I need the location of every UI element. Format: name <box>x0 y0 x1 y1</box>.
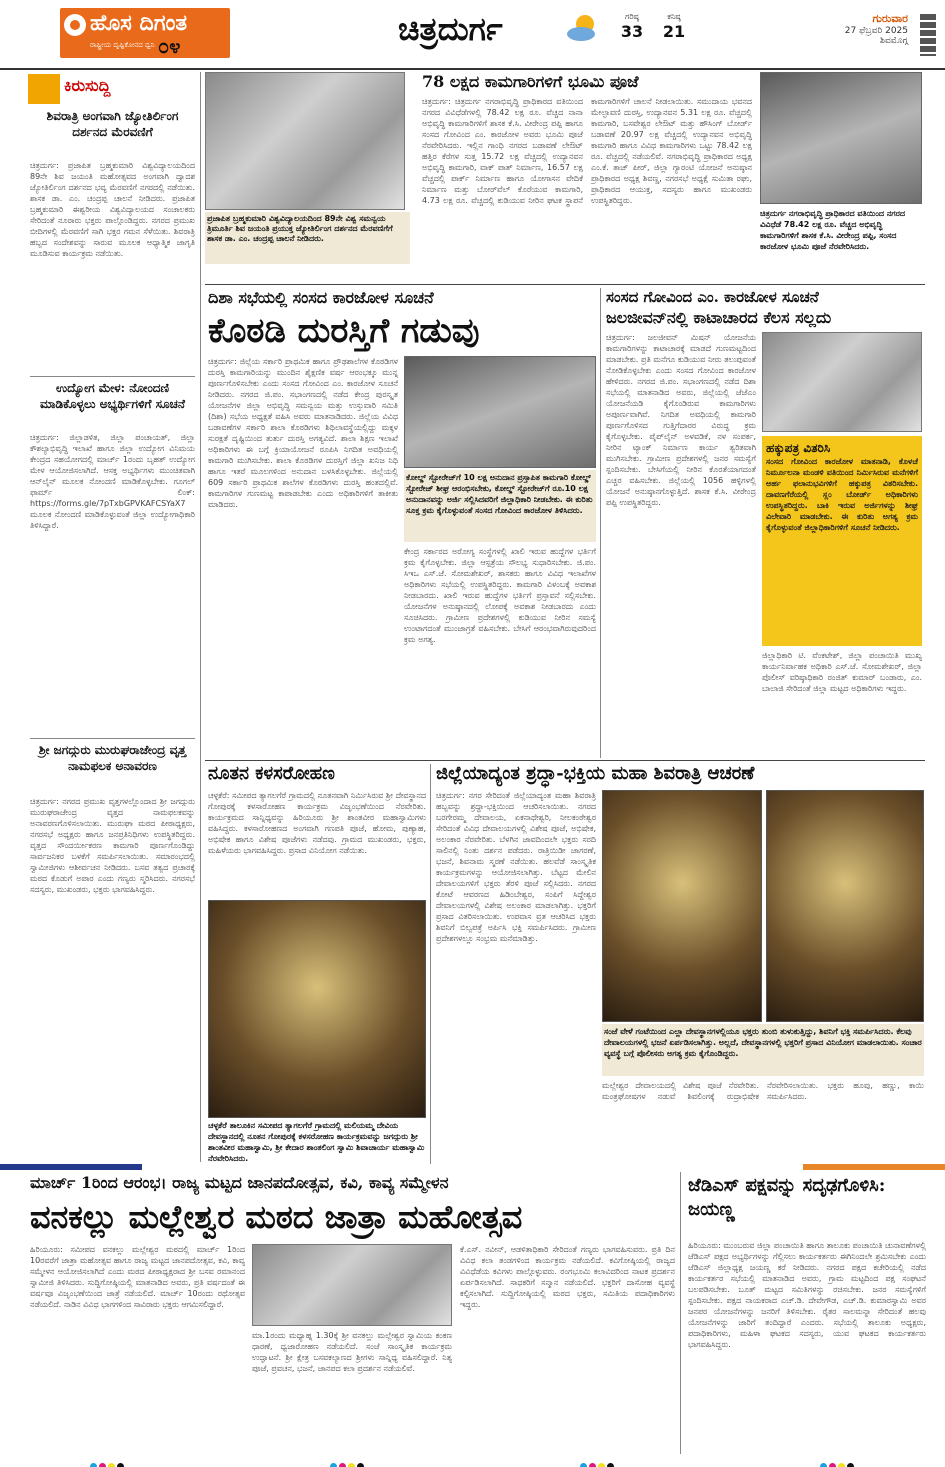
disha-photo-caption: ಕೋಲ್ಡ್ ಸ್ಟೋರೇಜ್‌ಗೆ 10 ಲಕ್ಷ ಅನುದಾನ ಪ್ರಸ್ತಾಪಿತ ಕಾಮಗಾರಿ ಕೋಲ್ಡ್ ಸ್ಟೋರೇಜ್ ಶೀಘ್ರ ಆರಂಭಿಸಬೇಕು, ಕೋಲ್ಡ್ ಸ್ಟೋರೇಜ್‌ಗೆ ರೂ.10 ಲಕ್ಷ ಅನುದಾನವನ್ನು ಅರ್ಜಿ ಸಲ್ಲಿಸಿದವರಿಗೆ ಜಿಲ್ಲಾಧಿಕಾರಿ ನೀಡಬೇಕು. ಈ ಕುರಿತು ಸೂಕ್ತ ಕ್ರಮ ಕೈಗೊಳ್ಳುವಂತೆ ಸಂಸದ ಗೋವಿಂದ ಕಾರಜೋಳ ತಿಳಿಸಿದರು. <box>404 470 596 542</box>
brief-2-body: ಚಿತ್ರದುರ್ಗ: ಜಿಲ್ಲಾಡಳಿತ, ಜಿಲ್ಲಾ ಪಂಚಾಯತ್, ಜಿಲ್ಲಾ ಕೌಶಲ್ಯಾಭಿವೃದ್ಧಿ ಇಲಾಖೆ ಹಾಗೂ ಜಿಲ್ಲಾ ಉದ್ಯೋಗ ವಿನಿಮಯ ಕೇಂದ್ರದ ಸಹಯೋಗದಲ್ಲಿ ಮಾರ್ಚ್ 1ರಂದು ಬೃಹತ್ ಉದ್ಯೋಗ ಮೇಳ ಆಯೋಜಿಸಲಾಗಿದೆ. ಆಸಕ್ತ ಅಭ್ಯರ್ಥಿಗಳು ಮುಂಚಿತವಾಗಿ ಆನ್‌ಲೈನ್ ಮೂಲಕ ನೋಂದಣಿ ಮಾಡಿಕೊಳ್ಳಬೇಕು. ಗೂಗಲ್ ಫಾರ್ಮ್ ಲಿಂಕ್: https://forms.gle/7pTxbGPVKAFCSYaX7 ಮೂಲಕ ನೋಂದಣಿ ಮಾಡಿಕೊಳ್ಳುವಂತೆ ಜಿಲ್ಲಾ ಉದ್ಯೋಗಾಧಿಕಾರಿ ತಿಳಿಸಿದ್ದಾರೆ. <box>30 433 195 530</box>
disha-kicker: ದಿಶಾ ಸಭೆಯಲ್ಲಿ ಸಂಸದ ಕಾರಜೋಳ ಸೂಚನೆ <box>208 288 434 307</box>
mahotsava-body-mid: ಮಾ.1ರಂದು ಮಧ್ಯಾಹ್ನ 1.30ಕ್ಕೆ ಶ್ರೀ ವನಕಲ್ಲು ಮಲ್ಲೇಶ್ವರ ಸ್ವಾಮಿಯ ಕಂಕಣ ಧಾರಣೆ, ಧ್ವಜಾರೋಹಣ ನಡೆಯಲಿದೆ. ಸಂಜೆ ಸಾಂಸ್ಕೃತಿಕ ಕಾರ್ಯಕ್ರಮ ಉದ್ಘಾಟನೆ. ಶ್ರೀ ಕ್ಷೇತ್ರ ಬಸವಕಲ್ಯಾಣದ ಶ್ರೀಗಳು ಸಾನ್ನಿಧ್ಯ ವಹಿಸಲಿದ್ದಾರೆ. ನಿತ್ಯ ಪೂಜೆ, ಪ್ರವಚನ, ಭಜನೆ, ಜಾನಪದ ಕಲಾ ಪ್ರದರ್ಶನ ನಡೆಯಲಿವೆ. <box>252 1331 452 1373</box>
brief-2-title: ಉದ್ಯೋಗ ಮೇಳ: ನೋಂದಣಿ ಮಾಡಿಕೊಳ್ಳಲು ಅಭ್ಯರ್ಥಿಗಳಿಗೆ ಸೂಚನೆ <box>39 381 186 411</box>
procession-photo <box>205 72 405 210</box>
disha-headline: ಕೊಠಡಿ ದುರಸ್ತಿಗೆ ಗಡುವು <box>208 311 480 351</box>
temp-min-label: ಕನಿಷ್ಠ <box>667 12 681 21</box>
kirusuddi-label: ಕಿರುಸುದ್ದಿ <box>64 76 111 95</box>
column-rule <box>200 72 201 1162</box>
brief-3-title: ಶ್ರೀ ಜಗದ್ಗುರು ಮುರುಘರಾಜೇಂದ್ರ ವೃತ್ತ ನಾಮಫಲಕ ಅನಾವರಣ <box>38 743 187 773</box>
kalasha-caption: ಚಳ್ಳಕೆರೆ ತಾಲೂಕಿನ ಸಮೀಪದ ತ್ಯಾಗಲಗೆರೆ ಗ್ರಾಮದಲ್ಲಿ ಮಲಿಯಮ್ಮ ದೇವಿಯ ದೇವಸ್ಥಾನದಲ್ಲಿ ನೂತನ ಗೋಪುರಕ್ಕೆ ಕಳಸರೋಹಣ ಕಾರ್ಯಕ್ರಮವನ್ನು ಜಗದ್ಗುರು ಶ್ರೀ ಶಾಂತವೀರ ಮಹಾಸ್ವಾಮಿ, ಶ್ರೀ ಕೇದಾರ ಶಾಂತಲಿಂಗ ಸ್ವಾಮಿ ಶಿವಾಚಾರ್ಯ ಮಹಾಸ್ವಾಮಿ ನೆರವೇರಿಸಿದರು. <box>208 1121 425 1163</box>
section-rule <box>205 760 925 761</box>
jjm-kicker: ಸಂಸದ ಗೋವಿಂದ ಎಂ. ಕಾರಜೋಳ ಸೂಚನೆ <box>606 288 819 306</box>
newspaper-logo <box>60 8 230 58</box>
disha-meeting-photo <box>404 356 596 468</box>
city-title: ಚಿತ್ರದುರ್ಗ <box>398 10 503 48</box>
mahotsava-kicker: ಮಾರ್ಚ್ 1ರಿಂದ ಆರಂಭ। ರಾಜ್ಯ ಮಟ್ಟದ ಜಾನಪದೋತ್ಸವ, ಕವಿ, ಕಾವ್ಯ ಸಮ್ಮೇಳನ <box>30 1173 449 1192</box>
edition: ಶಿವಮೊಗ್ಗ <box>880 36 908 46</box>
bhoomi-pooje-headline: 78 ಲಕ್ಷದ ಕಾಮಗಾರಿಗಳಿಗೆ ಭೂಮಿ ಪೂಜೆ <box>422 72 639 91</box>
mahotsava-photo <box>252 1244 452 1326</box>
brief-1-title: ಶಿವರಾತ್ರಿ ಅಂಗವಾಗಿ ಜ್ಯೋತಿರ್ಲಿಂಗ ದರ್ಶನದ ಮೆರವಣಿಗೆ <box>46 109 179 139</box>
disha-body-left: ಚಿತ್ರದುರ್ಗ: ಜಿಲ್ಲೆಯ ಸರ್ಕಾರಿ ಪ್ರಾಥಮಿಕ ಹಾಗೂ ಪ್ರೌಢಶಾಲೆಗಳ ಕೊಠಡಿಗಳ ದುರಸ್ತಿ ಕಾಮಗಾರಿಯನ್ನು ಮುಂದಿನ ಶೈಕ್ಷಣಿಕ ವರ್ಷ ಆರಂಭಕ್ಕೂ ಮುನ್ನ ಪೂರ್ಣಗೊಳಿಸಬೇಕು ಎಂದು ಸಂಸದ ಗೋವಿಂದ ಎಂ. ಕಾರಜೋಳ ಸೂಚನೆ ನೀಡಿದರು. ನಗರದ ಜಿ.ಪಂ. ಸಭಾಂಗಣದಲ್ಲಿ ನಡೆದ ಕೇಂದ್ರ ಪುರಸ್ಕೃತ ಯೋಜನೆಗಳ ಜಿಲ್ಲಾ ಅಭಿವೃದ್ಧಿ ಸಮನ್ವಯ ಮತ್ತು ಉಸ್ತುವಾರಿ ಸಮಿತಿ (ದಿಶಾ) ಸಭೆಯ ಅಧ್ಯಕ್ಷತೆ ವಹಿಸಿ ಅವರು ಮಾತನಾಡಿದರು. ಜಿಲ್ಲೆಯ ವಿವಿಧ ಬಡಾವಣೆಗಳ ಸರ್ಕಾರಿ ಶಾಲಾ ಕೊಠಡಿಗಳು ಶಿಥಿಲಾವಸ್ಥೆಯಲ್ಲಿದ್ದು ಮಕ್ಕಳ ಸುರಕ್ಷತೆ ದೃಷ್ಟಿಯಿಂದ ತುರ್ತು ದುರಸ್ತಿ ಅಗತ್ಯವಿದೆ. ಶಾಲಾ ಶಿಕ್ಷಣ ಇಲಾಖೆ ಅಧಿಕಾರಿಗಳು ಈ ಬಗ್ಗೆ ಕ್ರಿಯಾಯೋಜನೆ ರೂಪಿಸಿ ನಿಗದಿತ ಅವಧಿಯಲ್ಲಿ ಕಾಮಗಾರಿ ಮುಗಿಸಬೇಕು. ಶಾಲಾ ಕೊಠಡಿಗಳ ದುರಸ್ತಿಗೆ ಜಿಲ್ಲಾ ಖನಿಜ ನಿಧಿ ಹಾಗೂ ಇತರೆ ಮೂಲಗಳಿಂದ ಅನುದಾನ ಬಳಸಿಕೊಳ್ಳಬೇಕು. ಜಿಲ್ಲೆಯಲ್ಲಿ 609 ಸರ್ಕಾರಿ ಪ್ರಾಥಮಿಕ ಶಾಲೆಗಳ ಕೊಠಡಿಗಳು ದುರಸ್ತಿ ಹಂತದಲ್ಲಿವೆ. ಕಾಮಗಾರಿಗಳ ಗುಣಮಟ್ಟ ಕಾಪಾಡಬೇಕು ಎಂದು ಅಧಿಕಾರಿಗಳಿಗೆ ತಾಕೀತು ಮಾಡಿದರು. <box>208 357 398 509</box>
registration-dots <box>820 1455 860 1463</box>
column-rule <box>430 764 431 1164</box>
jjm-body-left: ಚಿತ್ರದುರ್ಗ: ಜಲಜೀವನ್ ಮಿಷನ್ ಯೋಜನೆಯ ಕಾಮಗಾರಿಗಳನ್ನು ಕಾಟಾಚಾರಕ್ಕೆ ಮಾಡದೆ ಗುಣಮಟ್ಟದಿಂದ ಮಾಡಬೇಕು. ಪ್ರತಿ ಮನೆಗೂ ಕುಡಿಯುವ ನೀರು ತಲುಪುವಂತೆ ನೋಡಿಕೊಳ್ಳಬೇಕು ಎಂದು ಸಂಸದ ಗೋವಿಂದ ಕಾರಜೋಳ ಹೇಳಿದರು. ನಗರದ ಜಿ.ಪಂ. ಸಭಾಂಗಣದಲ್ಲಿ ನಡೆದ ದಿಶಾ ಸಭೆಯಲ್ಲಿ ಮಾತನಾಡಿದ ಅವರು, ಜಿಲ್ಲೆಯಲ್ಲಿ ಜೆಜೆಎಂ ಯೋಜನೆಯಡಿ ಕೈಗೊಂಡಿರುವ ಕಾಮಗಾರಿಗಳು ಅಪೂರ್ಣವಾಗಿವೆ. ನಿಗದಿತ ಅವಧಿಯಲ್ಲಿ ಕಾಮಗಾರಿ ಪೂರ್ಣಗೊಳಿಸದ ಗುತ್ತಿಗೆದಾರರ ವಿರುದ್ಧ ಕ್ರಮ ಕೈಗೊಳ್ಳಬೇಕು. ಪೈಪ್‌ಲೈನ್ ಅಳವಡಿಕೆ, ನಳ ಸಂಪರ್ಕ, ನೀರಿನ ಟ್ಯಾಂಕ್ ನಿರ್ಮಾಣ ಕಾರ್ಯ ತ್ವರಿತವಾಗಿ ಮುಗಿಸಬೇಕು. ಗ್ರಾಮೀಣ ಪ್ರದೇಶಗಳಲ್ಲಿ ಜನರ ಸಮಸ್ಯೆಗೆ ಸ್ಪಂದಿಸಬೇಕು. ಬೇಸಿಗೆಯಲ್ಲಿ ನೀರಿನ ಕೊರತೆಯಾಗದಂತೆ ಎಚ್ಚರ ವಹಿಸಬೇಕು. ಜಿಲ್ಲೆಯಲ್ಲಿ 1056 ಹಳ್ಳಿಗಳಲ್ಲಿ ಯೋಜನೆ ಅನುಷ್ಠಾನಗೊಳ್ಳುತ್ತಿದೆ. ಶಾಸಕ ಕೆ.ಸಿ. ವೀರೇಂದ್ರ ಪಪ್ಪಿ ಉಪಸ್ಥಿತರಿದ್ದರು. <box>606 333 756 507</box>
jjm-meeting-photo <box>762 332 922 432</box>
color-bar <box>920 14 936 56</box>
shivaratri-caption: ಸಂಜೆ ವೇಳೆ ಗಂಟೆಯಿಂದ ಎಲ್ಲಾ ದೇವಸ್ಥಾನಗಳಲ್ಲಿಯೂ ಭಕ್ತರು ತುಂಬಿ ತುಳುಕುತ್ತಿದ್ದು, ಶಿವನಿಗೆ ಭಕ್ತಿ ಸಮರ್ಪಿಸಿದರು. ಕೆಲವು ದೇವಾಲಯಗಳಲ್ಲಿ ಭಜನೆ ಏರ್ಪಡಿಸಲಾಗಿತ್ತು. ಅಲ್ಲದೆ, ದೇವಸ್ಥಾನಗಳಲ್ಲಿ ಭಕ್ತರಿಗೆ ಪ್ರಸಾದ ವಿನಿಯೋಗ ಮಾಡಲಾಯಿತು. ಸಂಚಾರ ವ್ಯವಸ್ಥೆ ಬಗ್ಗೆ ಪೊಲೀಸರು ಅಗತ್ಯ ಕ್ರಮ ಕೈಗೊಂಡಿದ್ದರು. <box>602 1024 924 1076</box>
jds-headline: ಜೆಡಿಎಸ್ ಪಕ್ಷವನ್ನು ಸದೃಢಗೊಳಿಸಿ: ಜಯಣ್ಣ <box>688 1175 886 1220</box>
bhoomi-pooje-body: ಚಿತ್ರದುರ್ಗ: ಚಿತ್ರದುರ್ಗ ನಗರಾಭಿವೃದ್ಧಿ ಪ್ರಾಧಿಕಾರದ ವತಿಯಿಂದ ನಗರದ ವಿವಿಧೆಡೆಗಳಲ್ಲಿ 78.42 ಲಕ್ಷ ರೂ. ವೆಚ್ಚದ ನಾನಾ ಅಭಿವೃದ್ಧಿ ಕಾಮಗಾರಿಗಳಿಗೆ ಶಾಸಕ ಕೆ.ಸಿ. ವೀರೇಂದ್ರ ಪಪ್ಪಿ ಹಾಗೂ ಸಂಸದ ಗೋವಿಂದ ಎಂ. ಕಾರಜೋಳ ಅವರು ಭೂಮಿ ಪೂಜೆ ನೆರವೇರಿಸಿದರು. ಇಲ್ಲಿನ ಗಾಂಧಿ ನಗರದ ಬಡಾವಣೆ ಲೇಔಟ್ ಹತ್ತಿರ ಕೆರೆಗಳ ಸುತ್ತ 15.72 ಲಕ್ಷ ವೆಚ್ಚದಲ್ಲಿ ಉದ್ಯಾನವನ ಅಭಿವೃದ್ಧಿ ಕಾಮಗಾರಿ, ವಾಕ್ ಪಾತ್ ನಿರ್ಮಾಣ, 16.57 ಲಕ್ಷ ವೆಚ್ಚದಲ್ಲಿ ಪಾರ್ಕ್ ನಿರ್ಮಾಣ ಹಾಗೂ ಯೋಗಾಸನ ವೇದಿಕೆ ನಿರ್ಮಾಣ ಮತ್ತು ಬೋರ್‌ವೆಲ್ ಕೊರೆಯುವ ಕಾಮಗಾರಿ, 4.73 ಲಕ್ಷ ರೂ. ವೆಚ್ಚದಲ್ಲಿ ಕುಡಿಯುವ ನೀರಿನ ಘಟಕ ಸ್ಥಾಪನೆ ಕಾಮಗಾರಿಗಳಿಗೆ ಚಾಲನೆ ನೀಡಲಾಯಿತು. ಸಮುದಾಯ ಭವನದ ಮೇಲ್ಛಾವಣಿ ದುರಸ್ತಿ, ಉದ್ಯಾನವನ 5.31 ಲಕ್ಷ ರೂ. ವೆಚ್ಚದಲ್ಲಿ ಕಾಮಗಾರಿ, ಬಸವೇಶ್ವರ ಲೇಔಟ್ ಮತ್ತು ಹೌಸಿಂಗ್ ಬೋರ್ಡ್ ಬಡಾವಣೆ 20.97 ಲಕ್ಷ ವೆಚ್ಚದಲ್ಲಿ ಉದ್ಯಾನವನ ಅಭಿವೃದ್ಧಿ ಕಾಮಗಾರಿ ಹಾಗೂ ವಿವಿಧ ಕಾಮಗಾರಿಗಳು ಒಟ್ಟು 78.42 ಲಕ್ಷ ರೂ. ವೆಚ್ಚದಲ್ಲಿ ನಡೆಯಲಿವೆ. ನಗರಾಭಿವೃದ್ಧಿ ಪ್ರಾಧಿಕಾರದ ಅಧ್ಯಕ್ಷ ಎಂ.ಕೆ. ತಾಜ್ ಪೀರ್, ಜಿಲ್ಲಾ ಗ್ಯಾರಂಟಿ ಯೋಜನೆ ಅನುಷ್ಠಾನ ಪ್ರಾಧಿಕಾರದ ಅಧ್ಯಕ್ಷ ಶಿವಣ್ಣ, ನಗರಸಭೆ ಅಧ್ಯಕ್ಷೆ ಸುಮಿತಾ ರಘು, ಪ್ರಾಧಿಕಾರದ ಆಯುಕ್ತ, ಸದಸ್ಯರು ಹಾಗೂ ಮುಖಂಡರು ಉಪಸ್ಥಿತರಿದ್ದರು. <box>422 97 752 205</box>
temp-max-value: 33 <box>620 22 644 41</box>
bhoomi-pooje-caption: ಚಿತ್ರದುರ್ಗ ನಗರಾಭಿವೃದ್ಧಿ ಪ್ರಾಧಿಕಾರದ ವತಿಯಿಂದ ನಗರದ ವಿವಿಧೆಡೆ 78.42 ಲಕ್ಷ ರೂ. ವೆಚ್ಚದ ಅಭಿವೃದ್ಧಿ ಕಾಮಗಾರಿಗಳಿಗೆ ಶಾಸಕ ಕೆ.ಸಿ. ವೀರೇಂದ್ರ ಪಪ್ಪಿ, ಸಂಸದ ಕಾರಜೋಳ ಭೂಮಿ ಪೂಜೆ ನೆರವೇರಿಸಿದರು. <box>760 209 906 251</box>
date: 27 ಫೆಬ್ರವರಿ 2025 <box>844 26 908 36</box>
kirusuddi-badge <box>28 70 143 106</box>
shivaratri-photo-1 <box>602 790 762 1022</box>
dateline-block <box>778 12 908 46</box>
shivaratri-body: ಚಿತ್ರದುರ್ಗ: ನಗರ ಸೇರಿದಂತೆ ಜಿಲ್ಲೆಯಾದ್ಯಂತ ಮಹಾ ಶಿವರಾತ್ರಿ ಹಬ್ಬವನ್ನು ಶ್ರದ್ಧಾ-ಭಕ್ತಿಯಿಂದ ಆಚರಿಸಲಾಯಿತು. ನಗರದ ಬರಗೇರಮ್ಮ ದೇವಾಲಯ, ಏಕನಾಥೇಶ್ವರಿ, ನೀಲಕಂಠೇಶ್ವರ ಸೇರಿದಂತೆ ವಿವಿಧ ದೇವಾಲಯಗಳಲ್ಲಿ ವಿಶೇಷ ಪೂಜೆ, ಅಭಿಷೇಕ, ಅಲಂಕಾರ ನೆರವೇರಿತು. ಬೆಳಗಿನ ಜಾವದಿಂದಲೇ ಭಕ್ತರು ಸರದಿ ಸಾಲಿನಲ್ಲಿ ನಿಂತು ದರ್ಶನ ಪಡೆದರು. ರಾತ್ರಿಯಿಡೀ ಜಾಗರಣೆ, ಭಜನೆ, ಶಿವನಾಮ ಸ್ಮರಣೆ ನಡೆಯಿತು. ಹಲವೆಡೆ ಸಾಂಸ್ಕೃತಿಕ ಕಾರ್ಯಕ್ರಮಗಳನ್ನು ಆಯೋಜಿಸಲಾಗಿತ್ತು. ಬೆಟ್ಟದ ಮೇಲಿನ ದೇವಾಲಯಗಳಿಗೆ ಭಕ್ತರು ತೆರಳಿ ಪೂಜೆ ಸಲ್ಲಿಸಿದರು. ನಗರದ ಕೋಟೆ ಆವರಣದ ಹಿಡಿಂಬೇಶ್ವರ, ಸಂಪಿಗೆ ಸಿದ್ದೇಶ್ವರ ದೇವಾಲಯಗಳಲ್ಲಿ ವಿಶೇಷ ಅಲಂಕಾರ ಮಾಡಲಾಗಿತ್ತು. ಭಕ್ತರಿಗೆ ಪ್ರಸಾದ ವಿತರಿಸಲಾಯಿತು. ಉಪವಾಸ ವ್ರತ ಆಚರಿಸಿದ ಭಕ್ತರು ಶಿವನಿಗೆ ಬಿಲ್ವಪತ್ರೆ ಅರ್ಪಿಸಿ ಭಕ್ತಿ ಸಮರ್ಪಿಸಿದರು. ಗ್ರಾಮೀಣ ಪ್ರದೇಶಗಳಲ್ಲೂ ಸಂಭ್ರಮ ಮನೆಮಾಡಿತ್ತು. <box>436 791 596 943</box>
pointing-hand-icon <box>28 74 60 104</box>
hakkupatra-body: ಸಂಸದ ಗೋವಿಂದ ಕಾರಜೋಳ ಮಾತನಾಡಿ, ಕೊಳಚೆ ನಿರ್ಮೂಲನಾ ಮಂಡಳಿ ವತಿಯಿಂದ ನಿರ್ಮಿಸಿರುವ ಮನೆಗಳಿಗೆ ಅರ್ಹ ಫಲಾನುಭವಿಗಳಿಗೆ ಹಕ್ಕುಪತ್ರ ವಿತರಿಸಬೇಕು. ದಾವಣಗೆರೆಯಲ್ಲಿ ಸ್ಲಂ ಬೋರ್ಡ್ ಅಧಿಕಾರಿಗಳು ಉಪಸ್ಥಿತರಿದ್ದರು. ಬಾಕಿ ಇರುವ ಅರ್ಜಿಗಳನ್ನು ಶೀಘ್ರ ವಿಲೇವಾರಿ ಮಾಡಬೇಕು. ಈ ಕುರಿತು ಅಗತ್ಯ ಕ್ರಮ ಕೈಗೊಳ್ಳುವಂತೆ ಜಿಲ್ಲಾಧಿಕಾರಿಗಳಿಗೆ ಸೂಚನೆ ನೀಡಿದರು. <box>766 457 918 532</box>
logo-emblem-icon <box>64 14 86 36</box>
weekday: ಗುರುವಾರ <box>872 12 908 25</box>
jjm-body-right: ಜಿಲ್ಲಾಧಿಕಾರಿ ಟಿ. ವೆಂಕಟೇಶ್, ಜಿಲ್ಲಾ ಪಂಚಾಯಿತಿ ಮುಖ್ಯ ಕಾರ್ಯನಿರ್ವಾಹಕ ಅಧಿಕಾರಿ ಎಸ್.ಜೆ. ಸೋಮಶೇಖರ್, ಜಿಲ್ಲಾ ಪೊಲೀಸ್ ವರಿಷ್ಠಾಧಿಕಾರಿ ರಂಜಿತ್ ಕುಮಾರ್ ಬಂಡಾರು, ಎಂ. ಬಾಲಾಜಿ ಸೇರಿದಂತೆ ಜಿಲ್ಲಾ ಮಟ್ಟದ ಅಧಿಕಾರಿಗಳು ಇದ್ದರು. <box>762 651 922 693</box>
disha-body-right: ಕೇಂದ್ರ ಸರ್ಕಾರದ ಅರೋಗ್ಯ ಸಂಸ್ಥೆಗಳಲ್ಲಿ ಖಾಲಿ ಇರುವ ಹುದ್ದೆಗಳ ಭರ್ತಿಗೆ ಕ್ರಮ ಕೈಗೊಳ್ಳಬೇಕು. ಜಿಲ್ಲಾ ಆಸ್ಪತ್ರೆಯ ಸೌಲಭ್ಯ ಸುಧಾರಿಸಬೇಕು. ಜಿ.ಪಂ. ಸಿಇಒ ಎಸ್.ಜೆ. ಸೋಮಶೇಖರ್, ಶಾಸಕರು ಹಾಗೂ ವಿವಿಧ ಇಲಾಖೆಗಳ ಅಧಿಕಾರಿಗಳು ಸಭೆಯಲ್ಲಿ ಉಪಸ್ಥಿತರಿದ್ದರು. ಕಾಮಗಾರಿ ವಿಳಂಬಕ್ಕೆ ಅವಕಾಶ ನೀಡಬಾರದು. ಖಾಲಿ ಇರುವ ಹುದ್ದೆಗಳ ಭರ್ತಿಗೆ ಪ್ರಸ್ತಾವನೆ ಸಲ್ಲಿಸಬೇಕು. ಯೋಜನೆಗಳ ಅನುಷ್ಠಾನದಲ್ಲಿ ಲೋಪಕ್ಕೆ ಅವಕಾಶ ನೀಡಬಾರದು ಎಂದು ಸೂಚಿಸಿದರು. ಗ್ರಾಮೀಣ ಪ್ರದೇಶಗಳಲ್ಲಿ ಕುಡಿಯುವ ನೀರಿನ ಸಮಸ್ಯೆ ಉಂಟಾಗದಂತೆ ಮುಂಜಾಗ್ರತೆ ವಹಿಸಬೇಕು. ಬೇಸಿಗೆ ಆರಂಭವಾಗಿರುವುದರಿಂದ ಕ್ರಮ ಅಗತ್ಯ. <box>404 547 596 644</box>
weather-icon <box>565 10 601 46</box>
temp-max <box>612 12 652 41</box>
logo-text: ಹೊಸ ದಿಗಂತ <box>90 10 188 36</box>
hakkupatra-box <box>762 436 922 646</box>
divider <box>30 376 195 377</box>
registration-dots <box>90 1455 130 1463</box>
kalasha-photo <box>208 900 426 1118</box>
procession-caption: ಪ್ರಜಾಪಿತ ಬ್ರಹ್ಮಕುಮಾರಿ ವಿಶ್ವವಿದ್ಯಾಲಯದಿಂದ 89ನೇ ವಿಶ್ವ ಸಮನ್ವಯ ತ್ರಿಮೂರ್ತಿ ಶಿವ ಜಯಂತಿ ಪ್ರಯುಕ್ತ ಜ್ಯೋತಿರ್ಲಿಂಗ ದರ್ಶನದ ಮೆರವಣಿಗೆಗೆ ಶಾಸಕ ಡಾ. ಎಂ. ಚಂದ್ರಪ್ಪ ಚಾಲನೆ ನೀಡಿದರು. <box>205 212 410 264</box>
hakkupatra-title: ಹಕ್ಕುಪತ್ರ ವಿತರಿಸಿ <box>766 441 831 455</box>
jjm-headline: ಜಲಜೀವನ್‌ನಲ್ಲಿ ಕಾಟಾಚಾರದ ಕೆಲಸ ಸಲ್ಲದು <box>606 308 832 327</box>
temp-min-value: 21 <box>662 22 686 41</box>
temp-min <box>654 12 694 41</box>
brief-3-body: ಚಿತ್ರದುರ್ಗ: ನಗರದ ಪ್ರಮುಖ ವೃತ್ತಗಳಲ್ಲೊಂದಾದ ಶ್ರೀ ಜಗದ್ಗುರು ಮುರುಘರಾಜೇಂದ್ರ ವೃತ್ತದ ನಾಮಫಲಕವನ್ನು ಅನಾವರಣಗೊಳಿಸಲಾಯಿತು. ಮುರುಘಾ ಮಠದ ಪೀಠಾಧ್ಯಕ್ಷರು, ನಗರಸಭೆ ಅಧ್ಯಕ್ಷರು ಹಾಗೂ ಜನಪ್ರತಿನಿಧಿಗಳು ಉಪಸ್ಥಿತರಿದ್ದರು. ವೃತ್ತದ ಸೌಂದರ್ಯೀಕರಣ ಕಾಮಗಾರಿ ಪೂರ್ಣಗೊಂಡಿದ್ದು ಸಾರ್ವಜನಿಕರ ಬಳಕೆಗೆ ಸಮರ್ಪಿಸಲಾಯಿತು. ಸಮಾರಂಭದಲ್ಲಿ ಸ್ವಾಮೀಜಿಗಳು ಆಶೀರ್ವಚನ ನೀಡಿದರು. ಬಸವ ತತ್ವದ ಪ್ರಚಾರಕ್ಕೆ ಮಠದ ಕೊಡುಗೆ ಅಪಾರ ಎಂದು ಗಣ್ಯರು ಸ್ಮರಿಸಿದರು. ನಗರಸಭೆ ಸದಸ್ಯರು, ಮುಖಂಡರು, ಭಕ್ತರು ಭಾಗವಹಿಸಿದ್ದರು. <box>30 797 195 894</box>
jds-body: ಹಿರಿಯೂರು: ಮುಂಬರುವ ಜಿಲ್ಲಾ ಪಂಚಾಯಿತಿ ಹಾಗೂ ತಾಲೂಕು ಪಂಚಾಯಿತಿ ಚುನಾವಣೆಗಳಲ್ಲಿ ಜೆಡಿಎಸ್ ಪಕ್ಷದ ಅಭ್ಯರ್ಥಿಗಳನ್ನು ಗೆಲ್ಲಿಸಲು ಕಾರ್ಯಕರ್ತರು ಈಗಿನಿಂದಲೇ ಶ್ರಮಿಸಬೇಕು ಎಂದು ಜೆಡಿಎಸ್ ಜಿಲ್ಲಾಧ್ಯಕ್ಷ ಜಯಣ್ಣ ಕರೆ ನೀಡಿದರು. ನಗರದ ಪಕ್ಷದ ಕಚೇರಿಯಲ್ಲಿ ನಡೆದ ಕಾರ್ಯಕರ್ತರ ಸಭೆಯಲ್ಲಿ ಮಾತನಾಡಿದ ಅವರು, ಗ್ರಾಮ ಮಟ್ಟದಿಂದ ಪಕ್ಷ ಸಂಘಟನೆ ಬಲಪಡಿಸಬೇಕು. ಬೂತ್ ಮಟ್ಟದ ಸಮಿತಿಗಳನ್ನು ರಚಿಸಬೇಕು. ಜನರ ಸಮಸ್ಯೆಗಳಿಗೆ ಸ್ಪಂದಿಸಬೇಕು. ಪಕ್ಷದ ನಾಯಕರಾದ ಎಚ್.ಡಿ. ದೇವೇಗೌಡ, ಎಚ್.ಡಿ. ಕುಮಾರಸ್ವಾಮಿ ಅವರ ಜನಪರ ಯೋಜನೆಗಳನ್ನು ಜನರಿಗೆ ತಿಳಿಸಬೇಕು. ರೈತರ ಸಾಲಮನ್ನಾ ಸೇರಿದಂತೆ ಹಲವು ಯೋಜನೆಗಳನ್ನು ಜಾರಿಗೆ ತಂದಿದ್ದಾರೆ ಎಂದರು. ಸಭೆಯಲ್ಲಿ ತಾಲೂಕು ಅಧ್ಯಕ್ಷರು, ಪದಾಧಿಕಾರಿಗಳು, ಮಹಿಳಾ ಘಟಕದ ಸದಸ್ಯರು, ಯುವ ಘಟಕದ ಕಾರ್ಯಕರ್ತರು ಭಾಗವಹಿಸಿದ್ದರು. <box>688 1241 926 1349</box>
shivaratri-tail: ಮಲ್ಲೇಶ್ವರ ದೇವಾಲಯದಲ್ಲಿ ವಿಶೇಷ ಪೂಜೆ ನೆರವೇರಿತು. ಮಂತ್ರಘೋಷಗಳ ನಡುವೆ ಶಿವಲಿಂಗಕ್ಕೆ ರುದ್ರಾಭಿಷೇಕ ನೆರವೇರಿಸಲಾಯಿತು. ಭಕ್ತರು ಹೂವು, ಹಣ್ಣು, ಕಾಯಿ ಸಮರ್ಪಿಸಿದರು. <box>602 1081 924 1101</box>
column-rule <box>600 288 601 758</box>
section-ornament <box>0 1164 945 1170</box>
registration-dots <box>330 1455 370 1463</box>
logo-tagline: ರಾಷ್ಟ್ರೀಯ ದೃಷ್ಟಿಕೋನದ ಧ್ವನಿ <box>90 41 155 49</box>
registration-dots <box>580 1455 620 1463</box>
bhoomi-pooje-photo <box>760 72 922 204</box>
kalasha-headline: ನೂತನ ಕಳಸರೋಹಣ <box>208 763 335 784</box>
divider <box>30 738 195 739</box>
section-rule <box>205 284 925 285</box>
page-number: ೦೪ <box>158 34 181 58</box>
temp-max-label: ಗರಿಷ್ಠ <box>625 12 639 21</box>
column-rule <box>680 1172 681 1454</box>
mahotsava-body-left: ಹಿರಿಯೂರು: ಸಮೀಪದ ವನಕಲ್ಲು ಮಲ್ಲೇಶ್ವರ ಮಠದಲ್ಲಿ ಮಾರ್ಚ್ 1ರಿಂದ 10ರವರೆಗೆ ಜಾತ್ರಾ ಮಹೋತ್ಸವ ಹಾಗೂ ರಾಜ್ಯ ಮಟ್ಟದ ಜಾನಪದೋತ್ಸವ, ಕವಿ, ಕಾವ್ಯ ಸಮ್ಮೇಳನ ಆಯೋಜಿಸಲಾಗಿದೆ ಎಂದು ಮಠದ ಪೀಠಾಧ್ಯಕ್ಷರಾದ ಶ್ರೀ ಬಸವ ರಮಾನಂದ ಸ್ವಾಮೀಜಿ ತಿಳಿಸಿದರು. ಸುದ್ದಿಗೋಷ್ಠಿಯಲ್ಲಿ ಮಾತನಾಡಿದ ಅವರು, ಪ್ರತಿ ವರ್ಷದಂತೆ ಈ ವರ್ಷವೂ ವಿಜೃಂಭಣೆಯಿಂದ ಜಾತ್ರೆ ನಡೆಯಲಿದೆ. ಮಾರ್ಚ್ 10ರಂದು ರಥೋತ್ಸವ ನಡೆಯಲಿದೆ. ನಾಡಿನ ವಿವಿಧ ಭಾಗಗಳಿಂದ ಸಾವಿರಾರು ಭಕ್ತರು ಆಗಮಿಸಲಿದ್ದಾರೆ. <box>30 1245 245 1309</box>
shivaratri-headline: ಜಿಲ್ಲೆಯಾದ್ಯಂತ ಶ್ರದ್ಧಾ-ಭಕ್ತಿಯ ಮಹಾ ಶಿವರಾತ್ರಿ ಆಚರಣೆ <box>436 763 755 784</box>
mahotsava-body-right: ಕೆ.ಎಸ್. ನವೀನ್, ಆಡಳಿತಾಧಿಕಾರಿ ಸೇರಿದಂತೆ ಗಣ್ಯರು ಭಾಗವಹಿಸುವರು. ಪ್ರತಿ ದಿನ ವಿವಿಧ ಕಲಾ ತಂಡಗಳಿಂದ ಕಾರ್ಯಕ್ರಮ ನಡೆಯಲಿದೆ. ಕವಿಗೋಷ್ಠಿಯಲ್ಲಿ ರಾಜ್ಯದ ವಿವಿಧೆಡೆಯ ಕವಿಗಳು ಪಾಲ್ಗೊಳ್ಳುವರು. ರಂಗಭೂಮಿ ಕಲಾವಿದರಿಂದ ನಾಟಕ ಪ್ರದರ್ಶನ ಏರ್ಪಡಿಸಲಾಗಿದೆ. ಸಾಧಕರಿಗೆ ಸನ್ಮಾನ ನಡೆಯಲಿದೆ. ಭಕ್ತರಿಗೆ ದಾಸೋಹ ವ್ಯವಸ್ಥೆ ಕಲ್ಪಿಸಲಾಗಿದೆ. ಸುದ್ದಿಗೋಷ್ಠಿಯಲ್ಲಿ ಮಠದ ಭಕ್ತರು, ಸಮಿತಿಯ ಪದಾಧಿಕಾರಿಗಳು ಇದ್ದರು. <box>460 1245 675 1309</box>
kalasha-body: ಚಳ್ಳಕೆರೆ: ಸಮೀಪದ ತ್ಯಾಗಲಗೆರೆ ಗ್ರಾಮದಲ್ಲಿ ನೂತನವಾಗಿ ನಿರ್ಮಿಸಿರುವ ಶ್ರೀ ದೇವಸ್ಥಾನದ ಗೋಪುರಕ್ಕೆ ಕಳಸಾರೋಹಣ ಕಾರ್ಯಕ್ರಮ ವಿಜೃಂಭಣೆಯಿಂದ ನೆರವೇರಿತು. ಕಾರ್ಯಕ್ರಮದ ಸಾನ್ನಿಧ್ಯವನ್ನು ಹಿರಿಯೂರು ಶ್ರೀ ಶಾಂತವೀರ ಮಹಾಸ್ವಾಮಿಗಳು ವಹಿಸಿದ್ದರು. ಕಳಸಾರೋಹಣದ ಅಂಗವಾಗಿ ಗಣಪತಿ ಪೂಜೆ, ಹೋಮ, ಪುಣ್ಯಾಹ, ಅಭಿಷೇಕ ಹಾಗೂ ವಿಶೇಷ ಪೂಜೆಗಳು ನಡೆದವು. ಗ್ರಾಮದ ಮುಖಂಡರು, ಭಕ್ತರು, ಮಹಿಳೆಯರು ಭಾಗವಹಿಸಿದ್ದರು. ಪ್ರಸಾದ ವಿನಿಯೋಗ ನಡೆಯಿತು. <box>208 791 426 855</box>
mahotsava-headline: ವನಕಲ್ಲು ಮಲ್ಲೇಶ್ವರ ಮಠದ ಜಾತ್ರಾ ಮಹೋತ್ಸವ <box>30 1198 523 1236</box>
brief-1-body: ಚಿತ್ರದುರ್ಗ: ಪ್ರಜಾಪಿತ ಬ್ರಹ್ಮಕುಮಾರಿ ವಿಶ್ವವಿದ್ಯಾಲಯದಿಂದ 89ನೇ ಶಿವ ಜಯಂತಿ ಮಹೋತ್ಸವದ ಅಂಗವಾಗಿ ದ್ವಾದಶ ಜ್ಯೋತಿರ್ಲಿಂಗ ದರ್ಶನದ ಭವ್ಯ ಮೆರವಣಿಗೆ ನಗರದಲ್ಲಿ ನಡೆಯಿತು. ಶಾಸಕ ಡಾ. ಎಂ. ಚಂದ್ರಪ್ಪ ಚಾಲನೆ ನೀಡಿದರು. ಪ್ರಜಾಪಿತ ಬ್ರಹ್ಮಕುಮಾರಿ ಈಶ್ವರೀಯ ವಿಶ್ವವಿದ್ಯಾಲಯದ ಸಂಚಾಲಕರು ಸೇರಿದಂತೆ ನೂರಾರು ಭಕ್ತರು ಪಾಲ್ಗೊಂಡಿದ್ದರು. ನಗರದ ಪ್ರಮುಖ ಬೀದಿಗಳಲ್ಲಿ ಮೆರವಣಿಗೆ ಸಾಗಿ ಭಕ್ತರ ಗಮನ ಸೆಳೆಯಿತು. ಶಿವರಾತ್ರಿ ಹಬ್ಬದ ಸಂದೇಶವನ್ನು ಸಾರುವ ಮೂಲಕ ಆಧ್ಯಾತ್ಮಿಕ ಜಾಗೃತಿ ಮೂಡಿಸುವ ಕಾರ್ಯಕ್ರಮ ನಡೆಯಿತು. <box>30 161 195 258</box>
shivaratri-photo-2 <box>766 790 924 1022</box>
